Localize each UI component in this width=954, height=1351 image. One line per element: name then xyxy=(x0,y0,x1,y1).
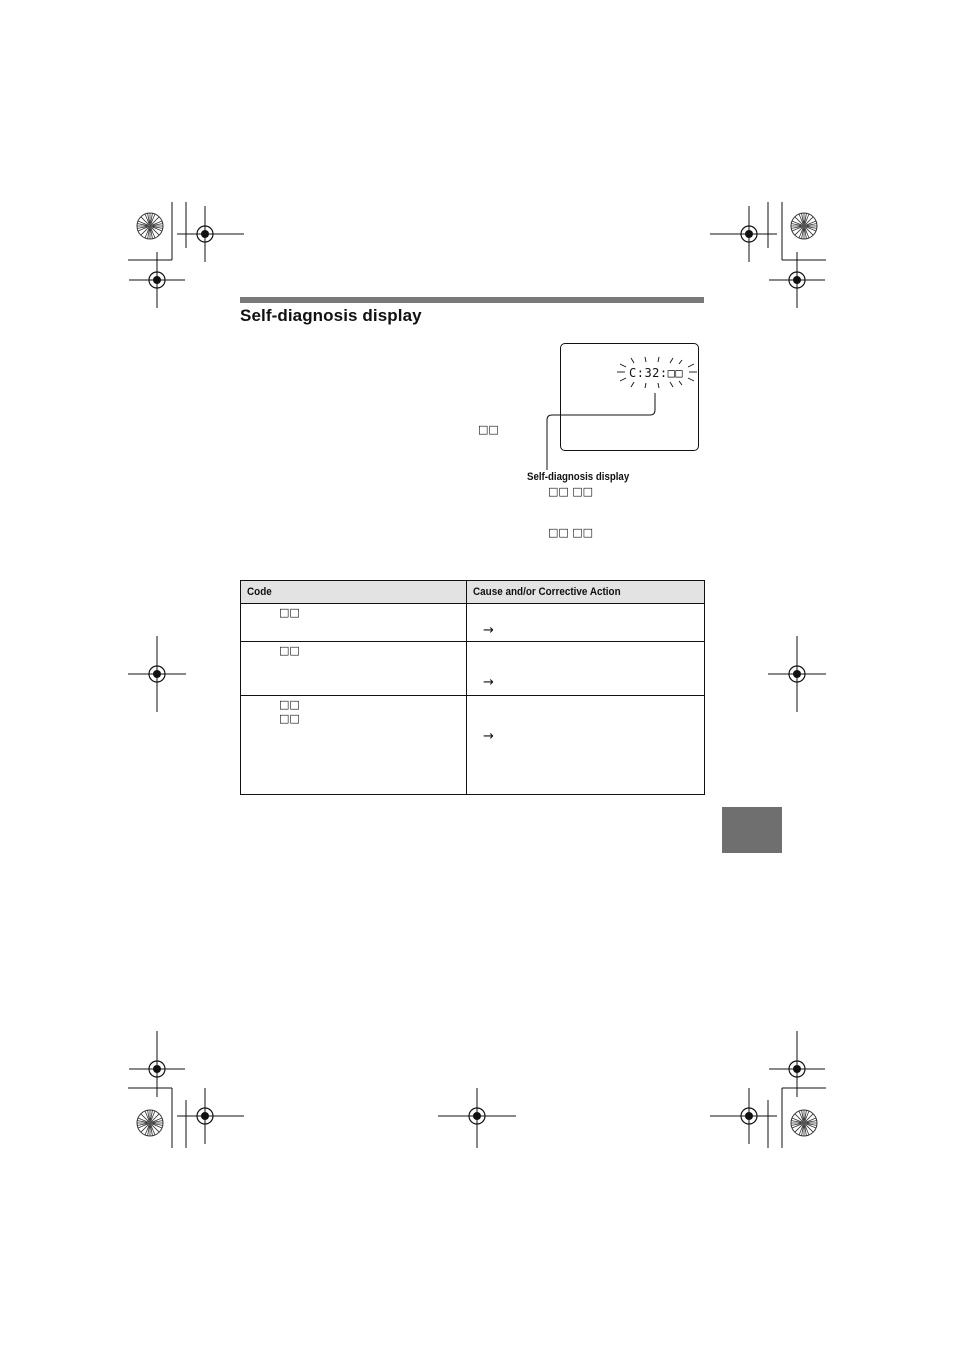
column-header: Cause and/or Corrective Action xyxy=(467,581,705,604)
column-header: Code xyxy=(241,581,467,604)
page-title: Self-diagnosis display xyxy=(240,306,422,325)
code-cell: □□ xyxy=(279,698,300,711)
color-target-icon xyxy=(137,1110,163,1136)
color-target-icon xyxy=(791,213,817,239)
table-row xyxy=(241,696,705,795)
arrow-icon: → xyxy=(483,675,494,690)
lcd-screen-illustration xyxy=(560,343,699,451)
color-target-icon xyxy=(791,1110,817,1136)
code-cell: □□ xyxy=(279,606,300,619)
table-row xyxy=(241,604,705,642)
lcd-code-readout: C:32:□□ xyxy=(629,366,684,380)
diagnosis-table xyxy=(240,580,705,795)
arrow-icon: → xyxy=(483,623,494,638)
code-cell: □□ xyxy=(279,644,300,657)
code-cell: □□ xyxy=(279,712,300,725)
caption-codes: □□ □□ xyxy=(548,485,594,498)
table-row xyxy=(241,642,705,696)
arrow-icon: → xyxy=(483,729,494,744)
color-target-icon xyxy=(137,213,163,239)
code-placeholder: □□ xyxy=(478,423,499,436)
chapter-tab xyxy=(722,807,782,853)
figure-caption: Self-diagnosis display xyxy=(527,471,630,483)
section-rule xyxy=(240,297,704,303)
caption-codes: □□ □□ xyxy=(548,526,594,539)
